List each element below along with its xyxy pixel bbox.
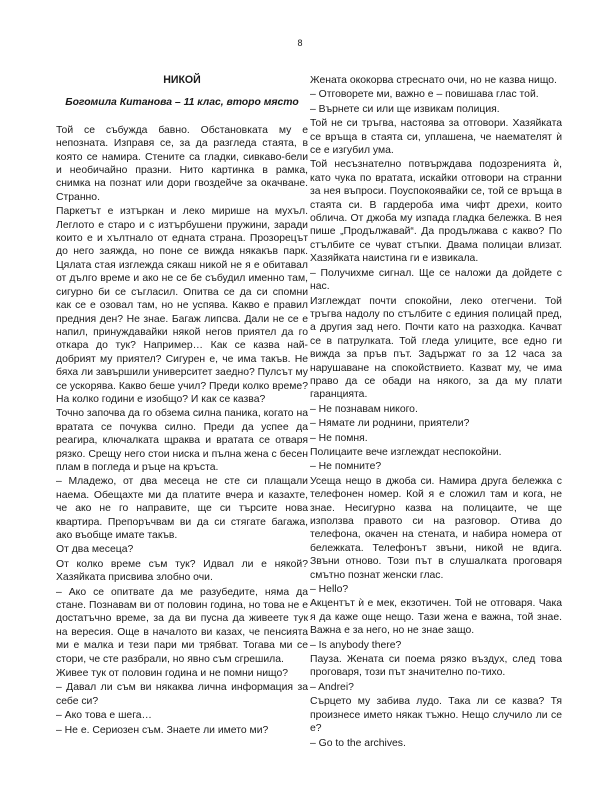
paragraph: Живее тук от половин година и не помни нищо? — [56, 668, 289, 680]
paragraph: Жената ококорва стреснато очи, но не казва нищо. — [310, 75, 557, 86]
paragraph: Пауза. Жената си поема рязко въздух, след това проговаря, този път значително по-тихо. — [310, 654, 562, 679]
paragraph: От колко време съм тук? Идвал ли е някой? Хазяйката присвива злобно очи. — [56, 558, 308, 584]
paragraph: – Не познавам никого. — [310, 403, 418, 415]
paragraph: – Младежо, от два месеца не сте си плащали наема. Обещахте ми да платите вчера и казахте, че ако не го направите, ще си търсите нова квартира. Препоръчвам ви да си стягате багажа, ако въобще имате такъв. — [56, 476, 308, 541]
paragraph: Точно започва да го обзема силна паника, когато на вратата се почуква силно. Преди да успее да реагира, ключалката щраква и вратата се отваря рязко. Срещу него стои ниска и пълна жена с бесен плам в погледа и ръце на кръста. — [56, 408, 308, 473]
author-byline: Богомила Китанова – 11 клас, второ място — [65, 97, 299, 109]
paragraph: – Върнете си или ще извикам полиция. — [310, 103, 500, 115]
paragraph: – Ако се опитвате да ме разубедите, няма да стане. Познавам ви от половин година, но това не е достатъчно време, за да ви пусна да живеете тук на вересия. Още в началото ви казах, че пенсията ми е малка и тези пари ми трябват. Тогава ми се стори, че сте разбрали, но явно съм сгрешила. — [56, 586, 308, 665]
paragraph: От два месеца? — [56, 544, 134, 556]
paragraph: – Не помните? — [310, 461, 382, 473]
paragraph: – Не е. Сериозен съм. Знаете ли името ми? — [56, 724, 269, 736]
paragraph: Усеща нещо в джоба си. Намира друга бележка с телефонен номер. Кой я е сложил там и кога, не знае. Несигурно казва на полицаите, че ще използва правото си на разговор. Отива до телефона, окачен на стената, и набира номера от бележката. Телефонът звъни, никой не вдига. Звъни отново. Този път в слушалката проговаря смътно познат женски глас. — [310, 475, 562, 581]
paragraph: Той не си тръгва, настоява за отговори. Хазяйката се връща в стаята си, уплашена, че наемателят ѝ се е изгубил ума. — [310, 118, 562, 157]
paragraph: – Нямате ли роднини, приятели? — [310, 418, 470, 430]
paragraph: – Is anybody there? — [310, 639, 402, 651]
left-column — [56, 74, 308, 738]
paragraph: Той се събужда бавно. Обстановката му е непозната. Изправя се, за да разгледа стаята, в която се намира. Стените са гладки, сивкаво-бели и необичайно празни. Нито картинка в рамка, снимка на познат или дори гвоздейче за окачване. Странно. — [56, 124, 308, 203]
paragraph: Сърцето му забива лудо. Така ли се казва? Тя произнесе името някак тъжно. Нещо случило ли се е? — [310, 696, 562, 735]
paragraph: Паркетът е изтъркан и леко мирише на мухъл. Леглото е старо и с изтърбушени пружини, заради които е и хълтнало от едната страна. Прозорецът до него заяжда, но поне се вижда някакъв парк. Цялата стая изглежда сякаш никой не я е обитавал от дълго време и ако не се бе събудил именно там, сигурно би се съгласил. Опитва се да си спомни как се е озовал там, но не успява. Какво е правил предния ден? Не знае. Багаж липсва. Дали не се е напил, принуждавайки някой негов приятел да го откара до тук? Например… Как се казва най-добрият му приятел? Сигурен е, че има такъв. Не бяха ли завършили университет заедно? Пулсът му се ускорява. Какво беше учил? Преди колко време? На колко години е изобщо? И как се казва? — [56, 206, 308, 405]
paragraph: Полицаите вече изглеждат неспокойни. — [310, 446, 502, 458]
paragraph: – Не помня. — [310, 432, 368, 444]
paragraph: – Отговорете ми, важно е – повишава глас той. — [310, 89, 539, 101]
paragraph: – Давал ли съм ви някаква лична информация за себе си? — [56, 682, 308, 707]
paragraph: – Go to the archives. — [310, 737, 406, 749]
right-column — [310, 74, 562, 751]
paragraph: – Получихме сигнал. Ще се наложи да дойдете с нас. — [310, 267, 562, 293]
paragraph: Акцентът ѝ е мек, екзотичен. Той не отговаря. Чака я да каже още нещо. Тази жена е важна, той знае. Важна е за него, но не знае защо. — [310, 598, 562, 637]
paragraph: – Andrei? — [310, 681, 354, 693]
paragraph: Той несъзнателно потвърждава подозренията ѝ, като чука по вратата, искайки отговори на странни за нея въпроси. Поуспокоявайки се, той се връща в стаята си. В гардероба има чифт дрехи, които облича. От джоба му изпада гладка бележка. В нея пише „Продължавай“. Да продължава с какво? По стълбите се чуват стъпки. Двама полицаи влизат. Хазяйката наистина ги е извикала. — [310, 159, 562, 265]
paragraph: – Ако това е шега… — [56, 710, 152, 722]
paragraph: Изглеждат почти спокойни, леко отегчени. Той тръгва надолу по стълбите с единия полицай пред, а другия зад него. Почти като на разходка. Качват се в патрулката. Той гледа улиците, все едно ги вижда за пръв път. Задържат го за 12 часа за нарушаване на спокойствието. Казват му, че има право да се обади на някого, за да му плати гаранцията. — [310, 295, 562, 401]
page-number: 8 — [297, 38, 303, 48]
paragraph: – Hello? — [310, 584, 349, 596]
story-title: НИКОЙ — [163, 74, 201, 86]
